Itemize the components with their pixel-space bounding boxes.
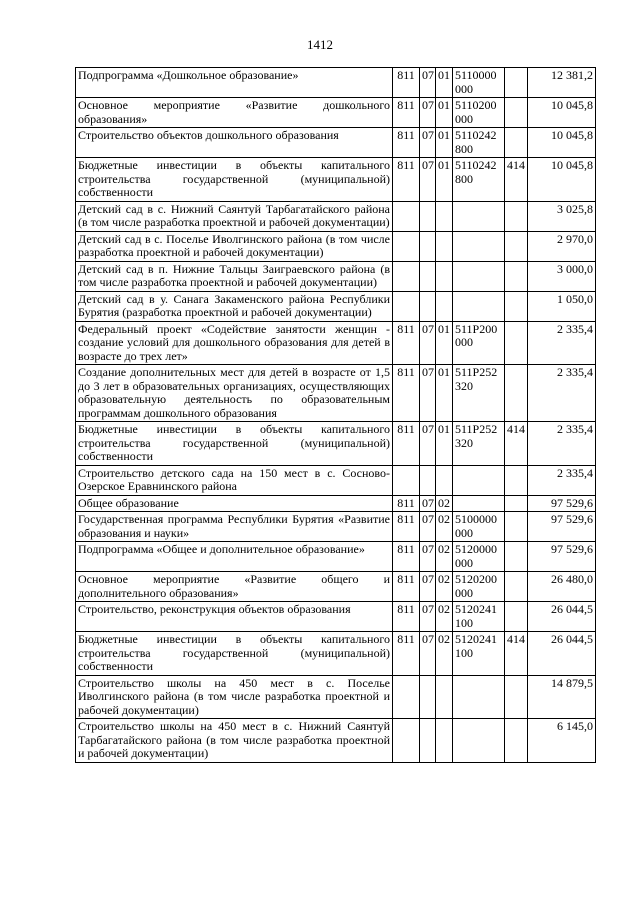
- section-code-cell: [420, 465, 436, 495]
- section-code-cell: [420, 291, 436, 321]
- ministry-code-cell: 811: [393, 68, 420, 98]
- section-code-cell: 07: [420, 512, 436, 542]
- subsection-code-cell: 02: [436, 512, 453, 542]
- subsection-code-cell: [436, 201, 453, 231]
- amount-cell: 97 529,6: [528, 542, 596, 572]
- table-row: [76, 365, 596, 422]
- amount-cell: 2 335,4: [528, 465, 596, 495]
- row-name-cell: Детский сад в с. Поселье Иволгинского района (в том числе разработка проектной и рабочей документации): [76, 231, 393, 261]
- subsection-code-cell: 01: [436, 68, 453, 98]
- subsection-code-cell: 02: [436, 542, 453, 572]
- ministry-code-cell: 811: [393, 365, 420, 422]
- expense-type-cell: [505, 201, 528, 231]
- target-article-cell: [453, 465, 505, 495]
- expense-type-cell: [505, 495, 528, 512]
- target-article-cell: 5100000000: [453, 512, 505, 542]
- subsection-code-cell: 02: [436, 632, 453, 676]
- subsection-code-cell: [436, 719, 453, 763]
- expense-type-cell: [505, 465, 528, 495]
- subsection-code-cell: 01: [436, 365, 453, 422]
- section-code-cell: [420, 201, 436, 231]
- target-article-cell: [453, 291, 505, 321]
- row-name-cell: Основное мероприятие «Развитие дошкольного образования»: [76, 98, 393, 128]
- subsection-code-cell: [436, 231, 453, 261]
- amount-cell: 10 045,8: [528, 158, 596, 202]
- row-name-cell: Подпрограмма «Дошкольное образование»: [76, 68, 393, 98]
- target-article-cell: 5110200000: [453, 98, 505, 128]
- expense-type-cell: [505, 98, 528, 128]
- section-code-cell: 07: [420, 632, 436, 676]
- subsection-code-cell: 01: [436, 158, 453, 202]
- section-code-cell: 07: [420, 158, 436, 202]
- amount-cell: 97 529,6: [528, 512, 596, 542]
- row-name-cell: Строительство детского сада на 150 мест в с. Сосново-Озерское Еравнинского района: [76, 465, 393, 495]
- ministry-code-cell: 811: [393, 158, 420, 202]
- table-row: [76, 321, 596, 365]
- amount-cell: 3 025,8: [528, 201, 596, 231]
- expense-type-cell: [505, 291, 528, 321]
- expense-type-cell: [505, 512, 528, 542]
- row-name-cell: Государственная программа Республики Бурятия «Развитие образования и науки»: [76, 512, 393, 542]
- row-name-cell: Бюджетные инвестиции в объекты капитального строительства государственной (муниципальной) собственности: [76, 158, 393, 202]
- section-code-cell: 07: [420, 602, 436, 632]
- expense-type-cell: [505, 572, 528, 602]
- table-row: [76, 158, 596, 202]
- subsection-code-cell: [436, 261, 453, 291]
- amount-cell: 26 044,5: [528, 602, 596, 632]
- table-row: [76, 291, 596, 321]
- amount-cell: 2 335,4: [528, 321, 596, 365]
- section-code-cell: 07: [420, 68, 436, 98]
- expense-type-cell: [505, 365, 528, 422]
- section-code-cell: 07: [420, 495, 436, 512]
- table-row: [76, 68, 596, 98]
- row-name-cell: Строительство школы на 450 мест в с. Нижний Саянтуй Тарбагатайского района (в том числе разработка проектной и рабочей документации): [76, 719, 393, 763]
- expense-type-cell: [505, 231, 528, 261]
- target-article-cell: [453, 675, 505, 719]
- amount-cell: 26 044,5: [528, 632, 596, 676]
- amount-cell: 97 529,6: [528, 495, 596, 512]
- ministry-code-cell: 811: [393, 602, 420, 632]
- row-name-cell: Общее образование: [76, 495, 393, 512]
- subsection-code-cell: 01: [436, 422, 453, 466]
- target-article-cell: 5110242800: [453, 128, 505, 158]
- target-article-cell: 5120241100: [453, 632, 505, 676]
- amount-cell: 6 145,0: [528, 719, 596, 763]
- amount-cell: 10 045,8: [528, 128, 596, 158]
- section-code-cell: 07: [420, 321, 436, 365]
- target-article-cell: 5110242800: [453, 158, 505, 202]
- ministry-code-cell: [393, 201, 420, 231]
- ministry-code-cell: [393, 465, 420, 495]
- amount-cell: 12 381,2: [528, 68, 596, 98]
- table-row: [76, 675, 596, 719]
- table-row: [76, 512, 596, 542]
- expense-type-cell: 414: [505, 422, 528, 466]
- target-article-cell: 511P252320: [453, 365, 505, 422]
- ministry-code-cell: 811: [393, 512, 420, 542]
- row-name-cell: Создание дополнительных мест для детей в возрасте от 1,5 до 3 лет в образовательных организациях, осуществляющих образовательную деятельность по образовательным программам дошкольного образования: [76, 365, 393, 422]
- page-number: 1412: [307, 37, 333, 52]
- table-row: [76, 201, 596, 231]
- section-code-cell: 07: [420, 572, 436, 602]
- ministry-code-cell: [393, 261, 420, 291]
- amount-cell: 26 480,0: [528, 572, 596, 602]
- amount-cell: 2 970,0: [528, 231, 596, 261]
- table-row: [76, 98, 596, 128]
- section-code-cell: [420, 719, 436, 763]
- row-name-cell: Строительство объектов дошкольного образования: [76, 128, 393, 158]
- target-article-cell: 5120241100: [453, 602, 505, 632]
- amount-cell: 1 050,0: [528, 291, 596, 321]
- subsection-code-cell: 02: [436, 495, 453, 512]
- row-name-cell: Строительство школы на 450 мест в с. Поселье Иволгинского района (в том числе разработка проектной и рабочей документации): [76, 675, 393, 719]
- ministry-code-cell: 811: [393, 128, 420, 158]
- expense-type-cell: [505, 128, 528, 158]
- subsection-code-cell: [436, 291, 453, 321]
- table-row: [76, 572, 596, 602]
- ministry-code-cell: [393, 719, 420, 763]
- subsection-code-cell: 01: [436, 98, 453, 128]
- table-row: [76, 542, 596, 572]
- ministry-code-cell: [393, 675, 420, 719]
- target-article-cell: [453, 719, 505, 763]
- row-name-cell: Подпрограмма «Общее и дополнительное образование»: [76, 542, 393, 572]
- amount-cell: 10 045,8: [528, 98, 596, 128]
- row-name-cell: Детский сад в у. Санага Закаменского района Республики Бурятия (разработка проектной и рабочей документации): [76, 291, 393, 321]
- section-code-cell: [420, 261, 436, 291]
- section-code-cell: [420, 231, 436, 261]
- table-row: [76, 719, 596, 763]
- target-article-cell: [453, 201, 505, 231]
- ministry-code-cell: 811: [393, 572, 420, 602]
- row-name-cell: Федеральный проект «Содействие занятости женщин - создание условий для дошкольного образования для детей в возрасте до трех лет»: [76, 321, 393, 365]
- target-article-cell: [453, 261, 505, 291]
- row-name-cell: Строительство, реконструкция объектов образования: [76, 602, 393, 632]
- target-article-cell: 5120200000: [453, 572, 505, 602]
- target-article-cell: 5120000000: [453, 542, 505, 572]
- table-row: [76, 422, 596, 466]
- row-name-cell: Детский сад в с. Нижний Саянтуй Тарбагатайского района (в том числе разработка проектной и рабочей документации): [76, 201, 393, 231]
- subsection-code-cell: 02: [436, 602, 453, 632]
- ministry-code-cell: 811: [393, 321, 420, 365]
- subsection-code-cell: 02: [436, 572, 453, 602]
- section-code-cell: 07: [420, 98, 436, 128]
- section-code-cell: 07: [420, 128, 436, 158]
- target-article-cell: 511P200000: [453, 321, 505, 365]
- budget-table: [75, 67, 596, 763]
- ministry-code-cell: 811: [393, 422, 420, 466]
- ministry-code-cell: 811: [393, 98, 420, 128]
- expense-type-cell: 414: [505, 158, 528, 202]
- expense-type-cell: [505, 719, 528, 763]
- row-name-cell: Детский сад в п. Нижние Тальцы Заиграевского района (в том числе разработка проектной и рабочей документации): [76, 261, 393, 291]
- subsection-code-cell: 01: [436, 128, 453, 158]
- amount-cell: 14 879,5: [528, 675, 596, 719]
- row-name-cell: Основное мероприятие «Развитие общего и дополнительного образования»: [76, 572, 393, 602]
- amount-cell: 2 335,4: [528, 365, 596, 422]
- table-row: [76, 602, 596, 632]
- subsection-code-cell: [436, 675, 453, 719]
- section-code-cell: [420, 675, 436, 719]
- expense-type-cell: 414: [505, 632, 528, 676]
- target-article-cell: [453, 231, 505, 261]
- table-row: [76, 632, 596, 676]
- section-code-cell: 07: [420, 422, 436, 466]
- row-name-cell: Бюджетные инвестиции в объекты капитального строительства государственной (муниципальной) собственности: [76, 632, 393, 676]
- row-name-cell: Бюджетные инвестиции в объекты капитального строительства государственной (муниципальной) собственности: [76, 422, 393, 466]
- ministry-code-cell: 811: [393, 495, 420, 512]
- table-row: [76, 261, 596, 291]
- ministry-code-cell: 811: [393, 542, 420, 572]
- expense-type-cell: [505, 261, 528, 291]
- section-code-cell: 07: [420, 365, 436, 422]
- ministry-code-cell: [393, 231, 420, 261]
- target-article-cell: 511P252320: [453, 422, 505, 466]
- ministry-code-cell: [393, 291, 420, 321]
- table-row: [76, 231, 596, 261]
- amount-cell: 3 000,0: [528, 261, 596, 291]
- table-row: [76, 465, 596, 495]
- amount-cell: 2 335,4: [528, 422, 596, 466]
- budget-table-body: [76, 68, 596, 763]
- section-code-cell: 07: [420, 542, 436, 572]
- expense-type-cell: [505, 68, 528, 98]
- ministry-code-cell: 811: [393, 632, 420, 676]
- table-row: [76, 495, 596, 512]
- subsection-code-cell: 01: [436, 321, 453, 365]
- subsection-code-cell: [436, 465, 453, 495]
- table-row: [76, 128, 596, 158]
- expense-type-cell: [505, 542, 528, 572]
- target-article-cell: 5110000000: [453, 68, 505, 98]
- expense-type-cell: [505, 675, 528, 719]
- target-article-cell: [453, 495, 505, 512]
- expense-type-cell: [505, 321, 528, 365]
- expense-type-cell: [505, 602, 528, 632]
